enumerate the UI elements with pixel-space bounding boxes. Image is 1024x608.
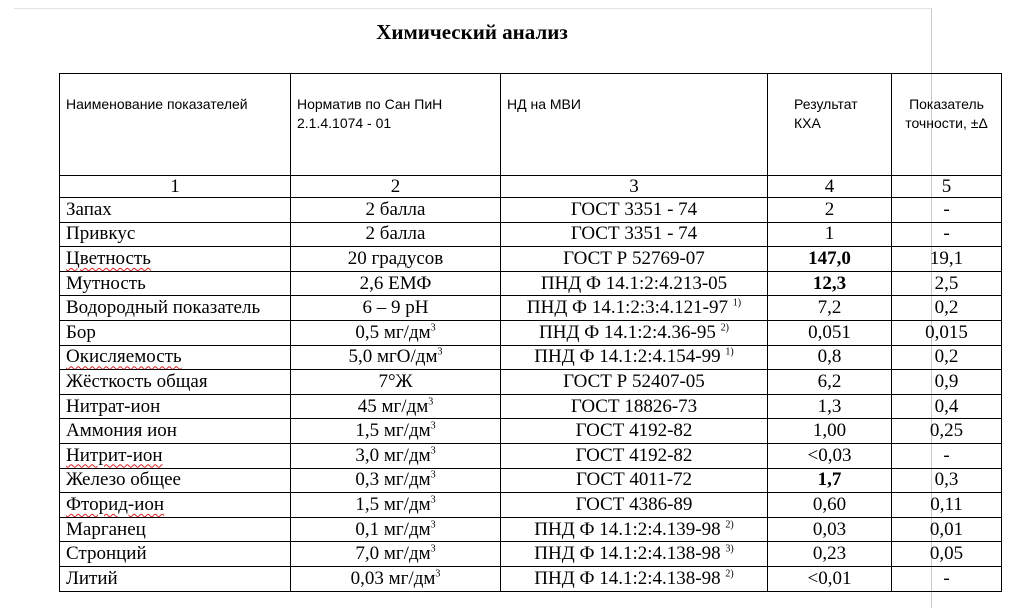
norm-value [291,370,501,395]
analysis-table-body [60,74,1002,592]
norm-text: 0,3 мг/дм [355,469,431,491]
method-document [501,394,768,419]
table-row [60,247,1002,272]
norm-text: 0,1 мг/дм [355,518,431,540]
method-document [501,468,768,493]
norm-value [291,443,501,468]
indicator-name-text: Стронций [66,543,147,565]
norm-text: 2 балла [365,223,426,245]
norm-unit-superscript: 3 [430,543,436,555]
header-method-document: НД на МВИ [501,74,768,176]
result-value: 0,03 [768,517,892,542]
norm-value [291,468,501,493]
result-value: 147,0 [768,247,892,272]
result-value: 0,23 [768,542,892,567]
indicator-name-text: Бор [66,321,96,343]
accuracy-value: 0,2 [892,296,1002,321]
result-value: 1,00 [768,419,892,444]
indicator-name [60,198,291,223]
method-text: ГОСТ 4192-82 [575,444,693,466]
norm-text: 1,5 мг/дм [355,420,431,442]
method-text: ГОСТ Р 52769-07 [563,247,705,269]
method-footnote-mark: 2) [725,568,734,580]
norm-value [291,419,501,444]
method-text: ПНД Ф 14.1:2:4.213-05 [540,272,728,294]
indicator-name-text: Привкус [66,223,136,245]
indicator-name [60,542,291,567]
indicator-name [60,517,291,542]
table-row [60,566,1002,591]
result-value: 0,051 [768,320,892,345]
indicator-name-text: Водородный показатель [66,297,261,319]
norm-text: 3,0 мг/дм [355,444,431,466]
method-document [501,271,768,296]
norm-unit-superscript: 3 [430,445,436,457]
method-document [501,517,768,542]
result-value: 0,8 [768,345,892,370]
indicator-name-text: Нитрат-ион [66,395,161,417]
indicator-name-text: Литий [66,567,118,589]
norm-unit-superscript: 3 [430,519,436,531]
norm-text: 0,03 мг/дм [350,567,436,589]
method-text: ГОСТ Р 52407-05 [563,370,705,392]
table-row [60,320,1002,345]
document-title: Химический анализ [376,20,568,44]
table-row [60,296,1002,321]
norm-unit-superscript: 3 [430,322,436,334]
accuracy-value: 0,01 [892,517,1002,542]
norm-text: 6 – 9 рН [362,297,429,319]
norm-unit-superscript: 3 [435,568,441,580]
norm-text: 1,5 мг/дм [355,493,431,515]
method-footnote-mark: 1) [725,347,734,359]
method-text: ГОСТ 3351 - 74 [570,198,698,220]
indicator-name-text: Железо общее [66,469,181,491]
indicator-name [60,320,291,345]
accuracy-value: 0,9 [892,370,1002,395]
column-number: 2 [291,176,501,198]
indicator-name [60,394,291,419]
accuracy-value: - [892,198,1002,223]
table-row [60,542,1002,567]
indicator-name-text: Окисляемость [66,346,182,368]
table-row [60,222,1002,247]
norm-value [291,296,501,321]
method-footnote-mark: 3) [725,543,734,555]
indicator-name [60,443,291,468]
column-number: 1 [60,176,291,198]
accuracy-value: 0,05 [892,542,1002,567]
indicator-name-text: Цветность [66,247,151,269]
norm-unit-superscript: 3 [430,494,436,506]
method-text: ПНД Ф 14.1:2:4.154-99 [534,346,721,368]
indicator-name [60,566,291,591]
norm-value [291,394,501,419]
header-accuracy: Показатель точности, ±Δ [892,74,1002,176]
method-text: ГОСТ 18826-73 [570,395,698,417]
norm-text: 0,5 мг/дм [355,321,431,343]
accuracy-value: 0,2 [892,345,1002,370]
table-row [60,271,1002,296]
table-row [60,493,1002,518]
indicator-name [60,493,291,518]
header-indicator-name: Наименование показателей [60,74,291,176]
result-value: 1,7 [768,468,892,493]
method-document [501,222,768,247]
method-document [501,320,768,345]
method-text: ГОСТ 4386-89 [575,493,693,515]
indicator-name [60,370,291,395]
method-document [501,443,768,468]
norm-text: 5,0 мгО/дм [348,346,438,368]
result-value: 7,2 [768,296,892,321]
method-text: ПНД Ф 14.1:2:3:4.121-97 [526,297,728,319]
norm-text: 45 мг/дм [357,395,429,417]
indicator-name [60,419,291,444]
indicator-name-text: Марганец [66,518,146,540]
accuracy-value: - [892,443,1002,468]
norm-value [291,345,501,370]
indicator-name-text: Аммония ион [66,420,177,442]
table-row [60,443,1002,468]
indicator-name [60,271,291,296]
norm-text: 7,0 мг/дм [355,543,431,565]
result-value: 12,3 [768,271,892,296]
norm-value [291,198,501,223]
norm-value [291,271,501,296]
indicator-name-text: Фторид-ион [66,493,165,515]
norm-unit-superscript: 3 [428,396,434,408]
method-footnote-mark: 2) [720,322,729,334]
result-value: 0,60 [768,493,892,518]
column-number: 4 [768,176,892,198]
method-document [501,296,768,321]
header-row [60,74,1002,176]
norm-value [291,517,501,542]
accuracy-value: 0,4 [892,394,1002,419]
method-document [501,370,768,395]
table-row [60,370,1002,395]
result-value: <0,01 [768,566,892,591]
accuracy-value: - [892,222,1002,247]
accuracy-value: 2,5 [892,271,1002,296]
column-number: 3 [501,176,768,198]
accuracy-value: 0,25 [892,419,1002,444]
result-value: 1,3 [768,394,892,419]
method-document [501,247,768,272]
indicator-name [60,222,291,247]
method-document [501,419,768,444]
column-number: 5 [892,176,1002,198]
result-value: <0,03 [768,443,892,468]
accuracy-value: 0,3 [892,468,1002,493]
method-text: ПНД Ф 14.1:2:4.138-98 [534,543,721,565]
method-text: ГОСТ 3351 - 74 [570,223,698,245]
result-value: 1 [768,222,892,247]
indicator-name-text: Нитрит-ион [66,444,163,466]
analysis-table [59,73,1002,592]
table-row [60,468,1002,493]
method-text: ГОСТ 4192-82 [575,420,693,442]
table-row [60,345,1002,370]
method-document [501,198,768,223]
method-document [501,542,768,567]
indicator-name [60,247,291,272]
method-text: ГОСТ 4011-72 [575,469,693,491]
column-number-row [60,176,1002,198]
method-document [501,345,768,370]
norm-unit-superscript: 3 [430,470,436,481]
table-row [60,419,1002,444]
indicator-name [60,468,291,493]
header-result: Результат КХА [768,74,892,176]
indicator-name [60,296,291,321]
norm-text: 7°Ж [378,370,413,392]
norm-text: 20 градусов [347,247,444,269]
header-sanpin-norm: Норматив по Сан ПиН 2.1.4.1074 - 01 [291,74,501,176]
norm-value [291,222,501,247]
method-document [501,566,768,591]
table-row [60,517,1002,542]
norm-text: 2 балла [365,198,426,220]
norm-unit-superscript: 3 [437,347,443,359]
indicator-name-text: Мутность [66,272,146,294]
method-document [501,493,768,518]
indicator-name-text: Запах [66,198,112,220]
indicator-name-text: Жёсткость общая [66,370,208,392]
norm-unit-superscript: 3 [430,420,436,432]
norm-value [291,493,501,518]
table-row [60,394,1002,419]
method-text: ПНД Ф 14.1:2:4.139-98 [534,518,721,540]
table-row [60,198,1002,223]
accuracy-value: - [892,566,1002,591]
accuracy-value: 19,1 [892,247,1002,272]
result-value: 6,2 [768,370,892,395]
norm-value [291,542,501,567]
norm-value [291,247,501,272]
norm-text: 2,6 ЕМФ [359,272,432,294]
indicator-name [60,345,291,370]
accuracy-value: 0,015 [892,320,1002,345]
result-value: 2 [768,198,892,223]
accuracy-value: 0,11 [892,493,1002,518]
norm-value [291,320,501,345]
method-text: ПНД Ф 14.1:2:4.36-95 [539,321,716,343]
norm-value [291,566,501,591]
method-text: ПНД Ф 14.1:2:4.138-98 [534,567,721,589]
method-footnote-mark: 1) [732,297,742,309]
method-footnote-mark: 2) [725,519,734,531]
